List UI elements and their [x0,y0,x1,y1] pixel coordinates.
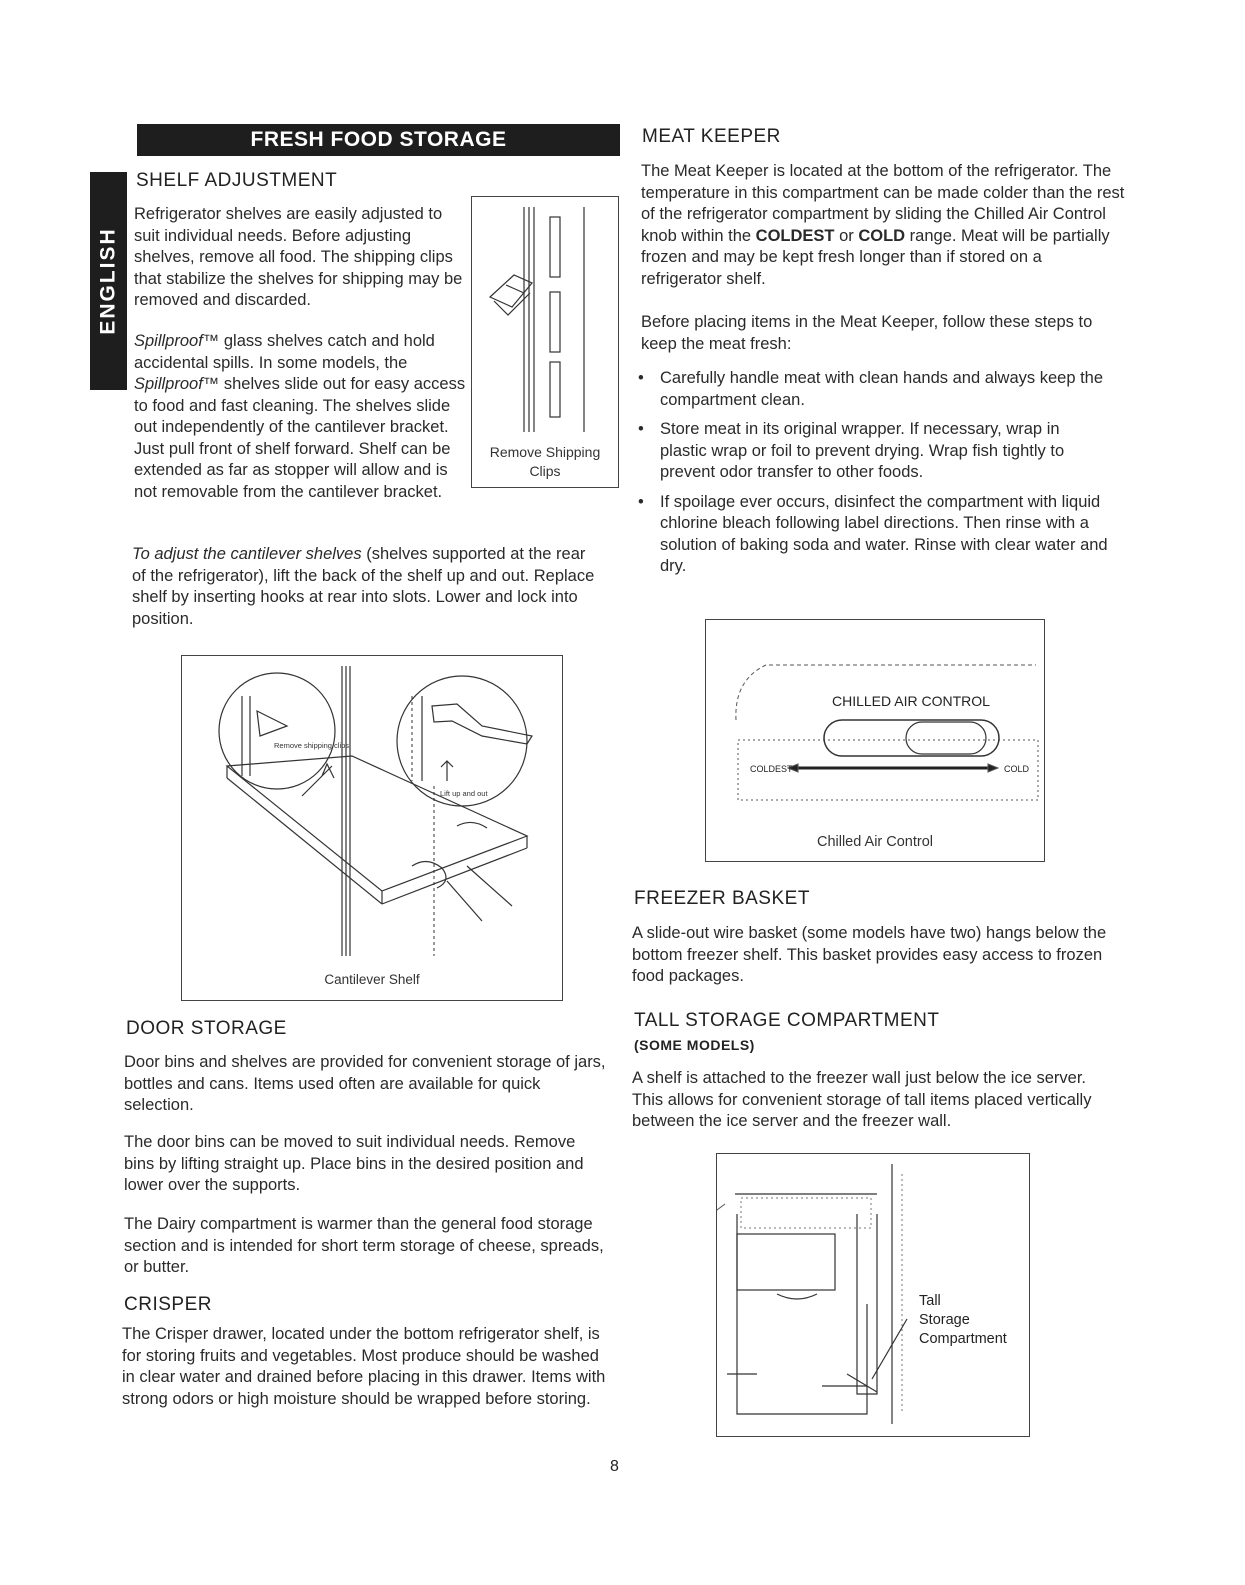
lift-up-label: Lift up and out [440,789,488,798]
tall-storage-paragraph: A shelf is attached to the freezer wall just below the ice server. This allows for convenient storage of tall items placed vertically between the ice server and the freezer wall. [632,1069,1092,1130]
meat-p1-text-a: The Meat Keeper is located at the bottom of the refrigerator. The temperature in this compartment can be made colder than the rest of the refrigerator compartment by sliding the Chilled Air Control knob within the [641,162,1125,245]
tall-label-line-1: Tall [919,1293,941,1309]
coldest-label: COLDEST [750,764,793,774]
tall-label-line-3: Compartment [919,1331,1007,1347]
language-tab [90,172,127,390]
door-storage-heading: DOOR STORAGE [126,1018,287,1039]
tall-storage-figure [716,1153,1030,1437]
door-paragraph-1: Door bins and shelves are provided for convenient storage of jars, bottles and cans. Items used often are available for quick selection. [124,1053,606,1114]
cantilever-caption: Cantilever Shelf [324,972,420,987]
meat-keeper-heading: MEAT KEEPER [642,126,781,147]
shelf-p3-text: (shelves supported at the rear of the refrigerator), lift the back of the shelf up and out. Replace shelf by inserting hooks at rear into slots. Lower and lock into position. [132,545,595,628]
cantilever-shelf-illustration [182,656,562,968]
shelf-p2-text-a: glass shelves catch and hold accidental spills. In some models, the [134,332,435,372]
chilled-air-control-figure [705,619,1045,862]
cantilever-shelf-figure [181,655,563,1001]
spillproof-term: Spillproof™ [134,332,220,350]
cantilever-term: To adjust the cantilever shelves [132,545,362,563]
chilled-air-control-label: CHILLED AIR CONTROL [832,693,990,709]
spillproof-term-2: Spillproof™ [134,375,220,393]
meat-paragraph-2: Before placing items in the Meat Keeper, follow these steps to keep the meat fresh: [641,313,1093,353]
freezer-paragraph: A slide-out wire basket (some models have two) hangs below the bottom freezer shelf. This basket provides easy access to frozen food packages. [632,924,1107,985]
list-item: • If spoilage ever occurs, disinfect the compartment with liquid chlorine bleach following label directions. Then rinse with a solution of baking soda and water. Rinse with clear water and dry. [636,492,1108,578]
shelf-paragraph-2 [134,331,469,503]
door-paragraph-3: The Dairy compartment is warmer than the general food storage section and is intended for short term storage of cheese, spreads, or butter. [124,1215,604,1276]
cold-term: COLD [858,226,906,245]
banner-title: FRESH FOOD STORAGE [250,128,507,151]
language-tab-label: ENGLISH [96,227,120,335]
tall-storage-subtitle: (SOME MODELS) [634,1037,755,1053]
list-item: • Store meat in its original wrapper. If necessary, wrap in plastic wrap or foil to prevent drying. Wrap fish tightly to prevent odor transfer to other foods. [636,419,1108,484]
shipping-clips-caption: Remove Shipping Clips [489,444,601,479]
remove-clips-label: Remove shipping clips [274,741,350,750]
section-banner [137,124,620,156]
shelf-paragraph-3 [132,544,602,630]
chilled-air-caption: Chilled Air Control [816,834,934,850]
tall-label-line-2: Storage [919,1312,970,1328]
coldest-term: COLDEST [755,226,835,245]
crisper-heading: CRISPER [124,1294,212,1315]
list-item: • Carefully handle meat with clean hands and always keep the compartment clean. [636,368,1108,411]
shelf-adjustment-heading: SHELF ADJUSTMENT [136,170,338,191]
tall-storage-heading: TALL STORAGE COMPARTMENT [634,1010,940,1031]
shipping-clips-illustration [472,197,618,442]
meat-steps-list [636,368,1108,586]
freezer-basket-heading: FREEZER BASKET [634,888,810,909]
meat-paragraph-1 [641,161,1126,290]
shelf-paragraph-1: Refrigerator shelves are easily adjusted to suit individual needs. Before adjusting shelves, remove all food. The shipping clips that stabilize the shelves for shipping may be removed and discarded. [134,205,463,309]
chilled-air-control-illustration [706,620,1044,820]
shipping-clips-figure [471,196,619,488]
crisper-paragraph: The Crisper drawer, located under the bottom refrigerator shelf, is for storing fruits and vegetables. Most produce should be washed in clear water and drained before placing in this drawer. Items with strong odors or high moisture should be wrapped before storing. [122,1325,606,1408]
door-paragraph-2: The door bins can be moved to suit individual needs. Remove bins by lifting straight up. Place bins in the desired position and lower over the supports. [124,1133,584,1194]
page-number: 8 [610,1458,619,1475]
tall-storage-label [919,1292,1007,1349]
cold-label: COLD [1004,764,1030,774]
meat-p1-text-d: range. Meat will be partially frozen and may be kept fresh longer than if stored on a refrigerator shelf. [641,226,1110,288]
shelf-p2-text-b: shelves slide out for easy access to food and fast cleaning. The shelves slide out independently of the cantilever bracket. Just pull front of shelf forward. Shelf can be extended as far as stopper will allow and is not removable from the cantilever bracket. [134,375,466,501]
meat-p1-text-c: or [834,226,859,245]
